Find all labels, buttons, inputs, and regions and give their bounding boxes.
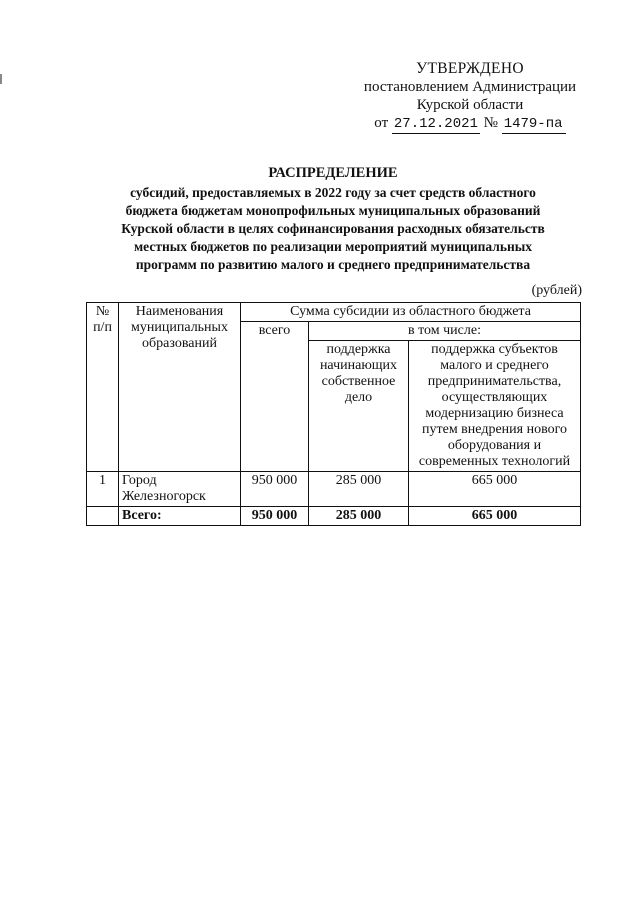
header-sum: Сумма субсидии из областного бюджета	[241, 303, 581, 322]
approval-line-1: постановлением Администрации	[363, 79, 577, 95]
approval-date-line	[350, 114, 590, 134]
totals-num-cell	[87, 507, 119, 526]
heading-line: Курской области в целях софинансирования расходных обязательств	[121, 221, 545, 236]
document-heading	[86, 164, 580, 274]
heading-line: субсидий, предоставляемых в 2022 году за счет средств областного	[130, 185, 536, 200]
header-startups: поддержка начинающих собственное дело	[309, 341, 409, 472]
heading-line: местных бюджетов по реализации мероприятий муниципальных	[133, 239, 533, 254]
unit-note: (рублей)	[531, 283, 582, 298]
cell-num: 1	[87, 472, 119, 507]
totals-total: 950 000	[241, 507, 309, 526]
totals-modernization: 665 000	[409, 507, 581, 526]
header-row-1	[87, 303, 581, 322]
number-prefix: №	[483, 115, 498, 131]
approval-title: УТВЕРЖДЕНО	[416, 60, 524, 77]
document-title: РАСПРЕДЕЛЕНИЕ	[268, 165, 398, 181]
approval-date: 27.12.2021	[393, 116, 478, 132]
header-name: Наименования муниципальных образований	[119, 303, 241, 472]
cell-name: Город Железногорск	[119, 472, 241, 507]
header-modernization: поддержка субъектов малого и среднего предпринимательства, осуществляющих модернизацию бизнеса путем внедрения нового оборудования и современных технологий	[409, 341, 581, 472]
heading-line: бюджета бюджетам монопрофильных муниципальных образований	[125, 203, 541, 218]
approval-line-2: Курской области	[416, 97, 524, 113]
totals-row	[87, 507, 581, 526]
heading-line: программ по развитию малого и среднего предпринимательства	[135, 257, 531, 272]
cell-modernization: 665 000	[409, 472, 581, 507]
table-row	[87, 472, 581, 507]
approval-number: 1479-па	[502, 115, 566, 134]
header-total: всего	[241, 322, 309, 472]
totals-label: Всего:	[119, 507, 241, 526]
totals-startups: 285 000	[309, 507, 409, 526]
cell-total: 950 000	[241, 472, 309, 507]
subsidy-table	[86, 302, 581, 526]
cell-startups: 285 000	[309, 472, 409, 507]
approval-stamp	[350, 60, 590, 134]
header-num: № п/п	[87, 303, 119, 472]
header-including: в том числе:	[309, 322, 581, 341]
scan-edge-mark	[0, 74, 2, 84]
date-prefix: от	[374, 115, 389, 131]
